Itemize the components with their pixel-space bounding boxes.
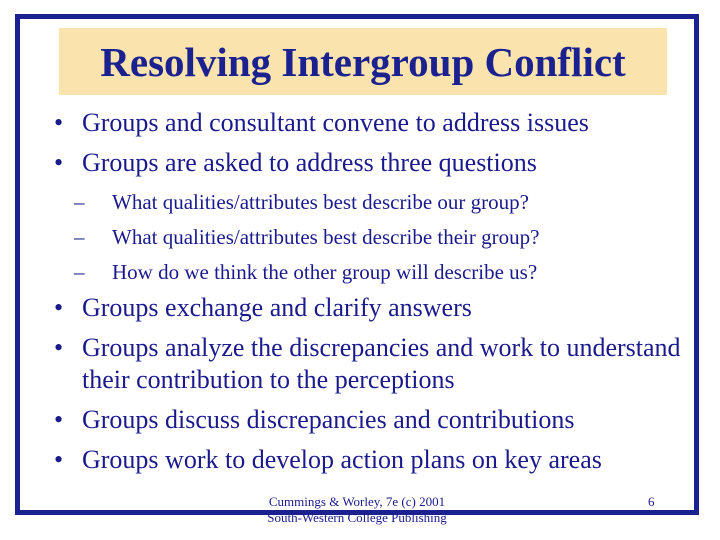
bullet-marker: •: [54, 108, 64, 137]
dash-marker: –: [74, 260, 85, 284]
bullet-marker: •: [54, 333, 64, 362]
bullet-text: Groups discuss discrepancies and contributions: [82, 405, 575, 434]
footer-line-2: South-Western College Publishing: [267, 510, 447, 525]
dash-marker: –: [74, 190, 85, 214]
sub-bullet-text: What qualities/attributes best describe their group?: [112, 225, 540, 249]
sub-bullet-text: How do we think the other group will describe us?: [112, 260, 538, 284]
bullet-text: Groups work to develop action plans on key areas: [82, 445, 602, 474]
footer-line-1: Cummings & Worley, 7e (c) 2001: [268, 494, 446, 509]
bullet-text: Groups and consultant convene to address issues: [82, 108, 589, 137]
bullet-text: Groups are asked to address three questions: [82, 148, 537, 177]
bullet-list-top: [52, 107, 692, 294]
sub-bullet-item: [52, 189, 692, 216]
bullet-marker: •: [54, 445, 64, 474]
bullet-item: [52, 404, 692, 436]
bullet-marker: •: [54, 148, 64, 177]
sub-bullet-list: [52, 189, 692, 286]
sub-bullet-item: [52, 224, 692, 251]
bullet-item: [52, 147, 692, 179]
bullet-text: Groups exchange and clarify answers: [82, 293, 472, 322]
sub-bullet-item: [52, 259, 692, 286]
bullet-item: [52, 444, 692, 476]
bullet-item: [52, 292, 692, 324]
title-banner: [59, 28, 667, 95]
dash-marker: –: [74, 225, 85, 249]
bullet-list-bottom: [52, 292, 692, 484]
bullet-marker: •: [54, 293, 64, 322]
footer-citation: [232, 494, 482, 526]
bullet-text: Groups analyze the discrepancies and work to understand their contribution to the perceptions: [82, 333, 681, 394]
sub-bullet-text: What qualities/attributes best describe our group?: [112, 190, 529, 214]
slide-title: Resolving Intergroup Conflict: [100, 38, 626, 85]
bullet-marker: •: [54, 405, 64, 434]
bullet-item: [52, 107, 692, 139]
page-number: 6: [648, 494, 655, 509]
bullet-item: [52, 332, 692, 396]
